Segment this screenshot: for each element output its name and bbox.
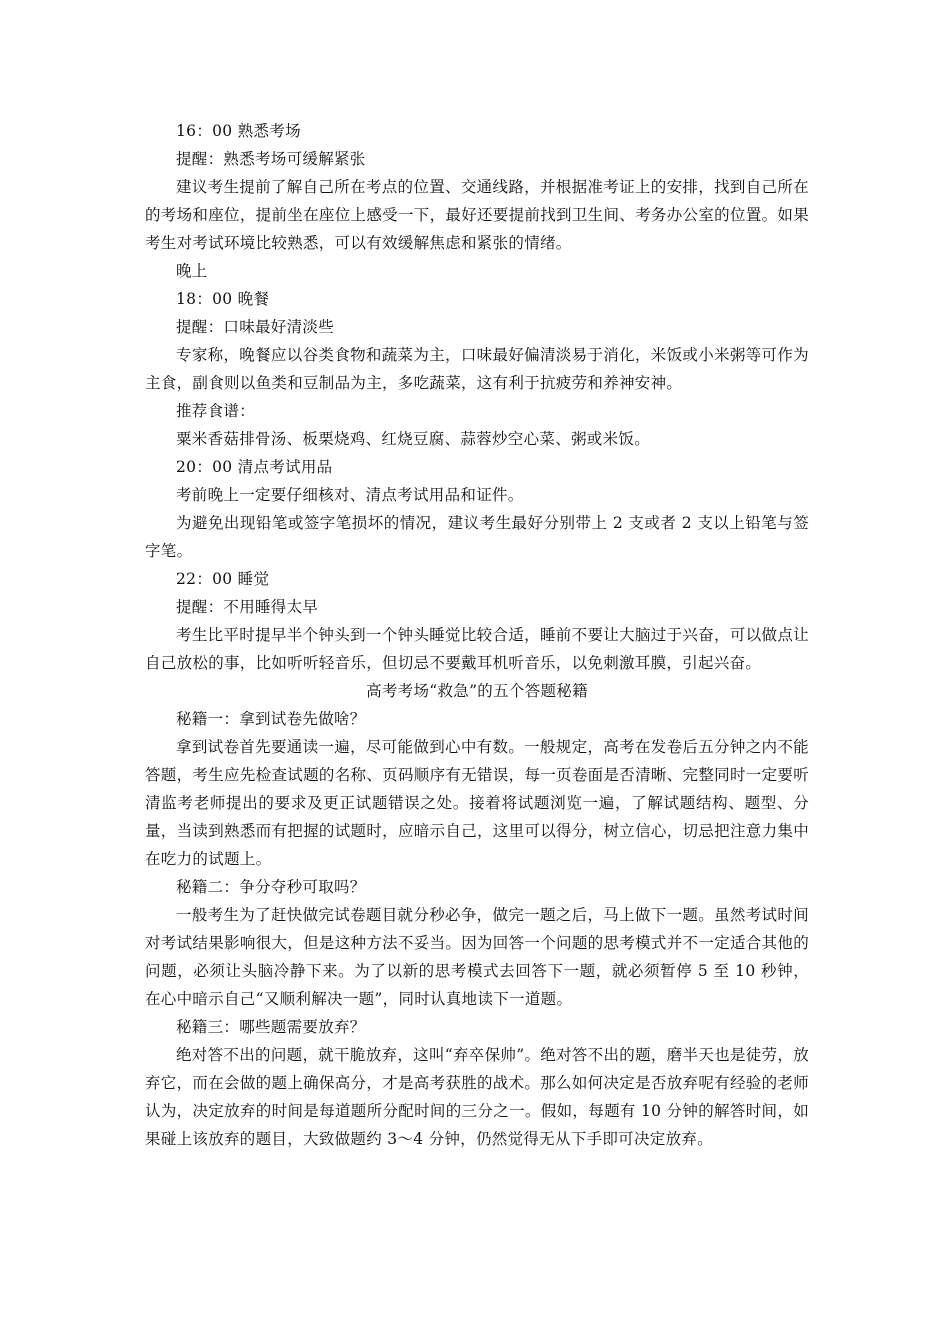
tip-heading-3: 秘籍三：哪些题需要放弃？ [176, 1018, 366, 1036]
recipe-label: 推荐食谱： [176, 402, 256, 420]
recipe-list: 粟米香菇排骨汤、板栗烧鸡、红烧豆腐、蒜蓉炒空心菜、粥或米饭。 [176, 430, 651, 448]
section-evening: 晚上 [176, 262, 208, 280]
tip-dinner: 提醒：口味最好清淡些 [176, 318, 335, 336]
paragraph-tip-1: 拿到试卷首先要通读一遍，尽可能做到心中有数。一般规定，高考在发卷后五分钟之内不能答题，考生应先检查试题的名称、页码顺序有无错误，每一页卷面是否清晰、完整同时一定要听清监考老师提出的要求及更正试题错误之处。接着将试题浏览一遍，了解试题结构、题型、分量，当读到熟悉而有把握的试题时，应暗示自己，这里可以得分，树立信心，切忌把注意力集中在吃力的试题上。 [145, 738, 809, 868]
paragraph-sleep: 考生比平时提早半个钟头到一个钟头睡觉比较合适，睡前不要让大脑过于兴奋，可以做点让自己放松的事，比如听听轻音乐，但切忌不要戴耳机听音乐，以免刺激耳膜，引起兴奋。 [145, 626, 809, 672]
tip-sleep: 提醒：不用睡得太早 [176, 598, 319, 616]
paragraph-pencils: 为避免出现铅笔或签字笔损坏的情况，建议考生最好分别带上 2 支或者 2 支以上铅笔与签字笔。 [145, 514, 809, 560]
paragraph-tip-2: 一般考生为了赶快做完试卷题目就分秒必争，做完一题之后，马上做下一题。虽然考试时间对考试结果影响很大，但是这种方法不妥当。因为回答一个问题的思考模式并不一定适合其他的问题，必须让头脑冷静下来。为了以新的思考模式去回答下一题，就必须暂停 5 至 10 秒钟，在心中暗示自己“又顺利解决一题”，同时认真地读下一道题。 [145, 906, 809, 1008]
time-heading-1800: 18：00 晚餐 [176, 290, 270, 308]
time-heading-2000: 20：00 清点考试用品 [176, 458, 333, 476]
tip-heading-2: 秘籍二：争分夺秒可取吗？ [176, 878, 366, 896]
tip-familiarize: 提醒：熟悉考场可缓解紧张 [176, 150, 366, 168]
document-body [145, 117, 809, 1153]
time-heading-2200: 22：00 睡觉 [176, 570, 270, 588]
paragraph-dinner: 专家称，晚餐应以谷类食物和蔬菜为主，口味最好偏清淡易于消化，米饭或小米粥等可作为主食，副食则以鱼类和豆制品为主，多吃蔬菜，这有利于抗疲劳和养神安神。 [145, 346, 809, 392]
tip-heading-1: 秘籍一：拿到试卷先做啥？ [176, 710, 366, 728]
paragraph-familiarize: 建议考生提前了解自己所在考点的位置、交通线路，并根据准考证上的安排，找到自己所在的考场和座位，提前坐在座位上感受一下，最好还要提前找到卫生间、考务办公室的位置。如果考生对考试环境比较熟悉，可以有效缓解焦虑和紧张的情绪。 [145, 178, 809, 252]
paragraph-check-supplies: 考前晚上一定要仔细核对、清点考试用品和证件。 [176, 486, 524, 504]
paragraph-tip-3: 绝对答不出的问题，就干脆放弃，这叫“弃卒保帅”。绝对答不出的题，磨半天也是徒劳，放弃它，而在会做的题上确保高分，才是高考获胜的战术。那么如何决定是否放弃呢有经验的老师认为，决定放弃的时间是每道题所分配时间的三分之一。假如，每题有 10 分钟的解答时间，如果碰上该放弃的题目，大致做题约 3～4 分钟，仍然觉得无从下手即可决定放弃。 [145, 1046, 809, 1148]
section-title: 高考考场“救急”的五个答题秘籍 [366, 682, 588, 700]
time-heading-1600: 16：00 熟悉考场 [176, 122, 301, 140]
